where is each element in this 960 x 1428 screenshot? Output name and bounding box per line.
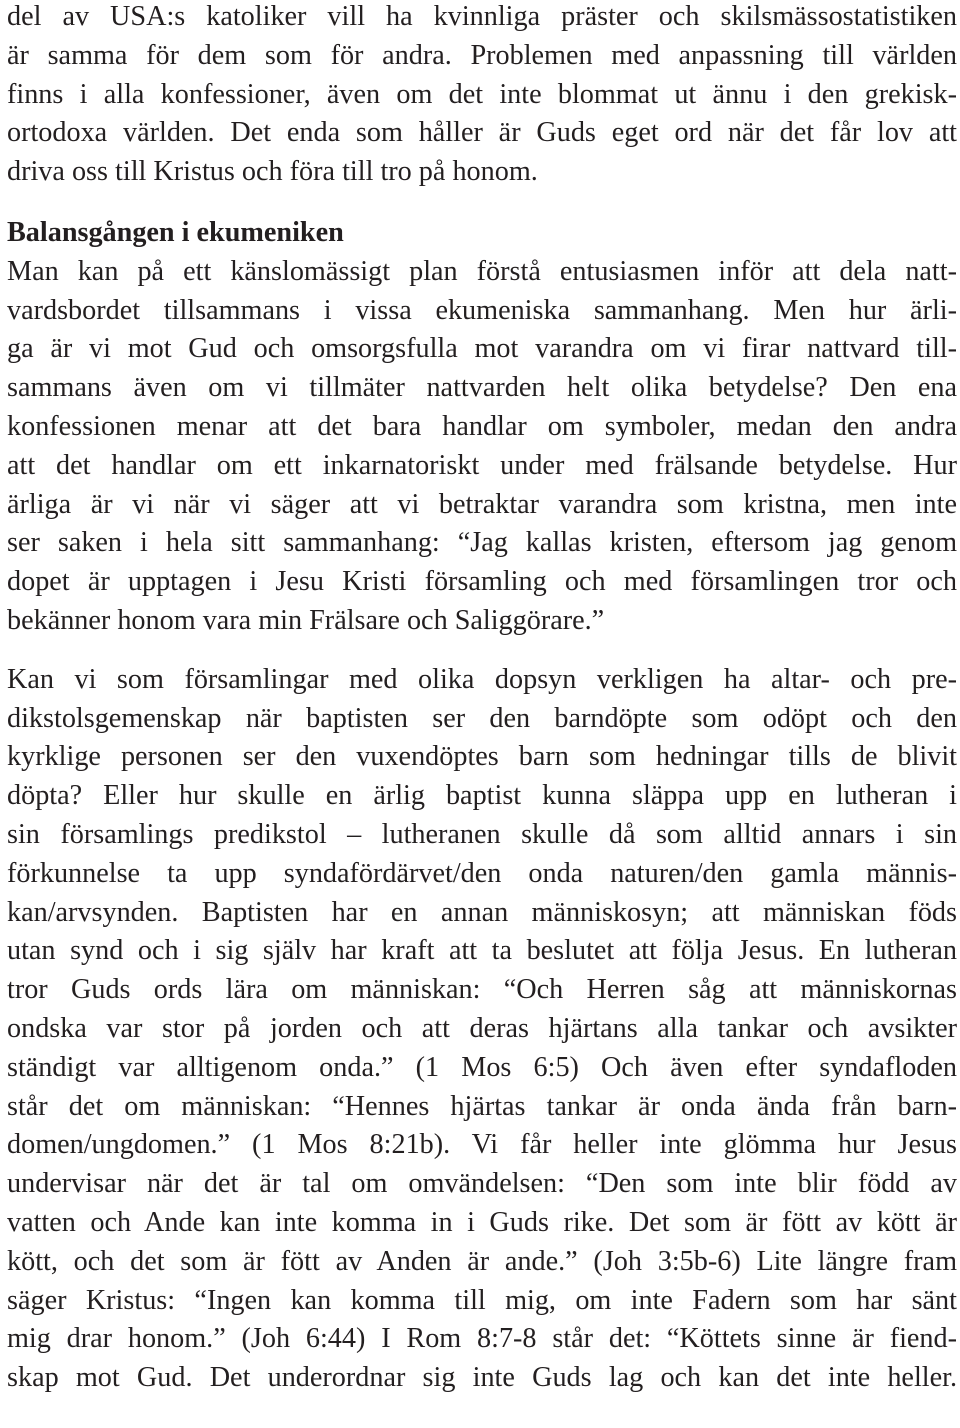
text-line: säger Kristus: “Ingen kan komma till mig, om inte Fadern som har sänt bbox=[7, 1284, 957, 1316]
paragraph-1 bbox=[7, 0, 957, 192]
text-line: är samma för dem som för andra. Problemen med anpassning till världen bbox=[7, 39, 957, 71]
text-line: kyrklige personen ser den vuxendöptes barn som hedningar tills de blivit bbox=[7, 741, 957, 773]
document-page bbox=[7, 0, 957, 1398]
text-line: att det handlar om ett inkarnatoriskt under med frälsande betydelse. Hur bbox=[7, 449, 957, 481]
text-line: vardsbordet tillsammans i vissa ekumeniska sammanhang. Men hur ärli- bbox=[7, 294, 957, 326]
text-line: ortodoxa världen. Det enda som håller är Guds eget ord när det får lov att bbox=[7, 117, 957, 149]
text-line: dopet är upptagen i Jesu Kristi församling och med församlingen tror och bbox=[7, 566, 957, 598]
text-line: del av USA:s katoliker vill ha kvinnliga präster och skilsmässostatistiken bbox=[7, 1, 957, 32]
text-line: mig drar honom.” (Joh 6:44) I Rom 8:7-8 står det: “Köttets sinne är fiend- bbox=[7, 1323, 957, 1355]
text-line: kan/arvsynden. Baptisten har en annan människosyn; att människan föds bbox=[7, 896, 957, 928]
section-heading: Balansgången i ekumeniken bbox=[7, 216, 344, 248]
text-line: ondska var stor på jorden och att deras hjärtans alla tankar och avsikter bbox=[7, 1012, 957, 1044]
text-line: driva oss till Kristus och föra till tro på honom. bbox=[7, 156, 538, 188]
text-line: kött, och det som är fött av Anden är ande.” (Joh 3:5b-6) Lite längre fram bbox=[7, 1245, 957, 1277]
text-line: står det om människan: “Hennes hjärtas tankar är onda ända från barn- bbox=[7, 1090, 957, 1122]
section-balansgangen bbox=[7, 214, 957, 641]
text-line: Man kan på ett känslomässigt plan förstå entusiasmen inför att dela natt- bbox=[7, 255, 957, 287]
text-line: förkunnelse ta upp syndafördärvet/den onda naturen/den gamla männis- bbox=[7, 857, 957, 889]
spacer bbox=[7, 192, 957, 214]
text-line: tror Guds ords lära om människan: “Och Herren såg att människornas bbox=[7, 974, 957, 1006]
text-line: skap mot Gud. Det underordnar sig inte Guds lag och kan det inte heller. bbox=[7, 1362, 957, 1394]
text-line: utan synd och i sig själv har kraft att ta beslutet att följa Jesus. En lutheran bbox=[7, 935, 957, 967]
text-line: konfessionen menar att det bara handlar om symboler, medan den andra bbox=[7, 410, 957, 442]
text-line: ärliga är vi när vi säger att vi betraktar varandra som kristna, men inte bbox=[7, 488, 957, 520]
text-line: sin församlings predikstol – lutheranen skulle då som alltid annars i sin bbox=[7, 818, 957, 850]
text-line: ga är vi mot Gud och omsorgsfulla mot varandra om vi firar nattvard till- bbox=[7, 333, 957, 365]
spacer bbox=[7, 641, 957, 661]
text-line: undervisar när det är tal om omvändelsen: “Den som inte blir född av bbox=[7, 1168, 957, 1200]
text-line: ser saken i hela sitt sammanhang: “Jag kallas kristen, eftersom jag genom bbox=[7, 527, 957, 559]
text-line: Kan vi som församlingar med olika dopsyn verkligen ha altar- och pre- bbox=[7, 663, 957, 695]
text-line: finns i alla konfessioner, även om det inte blommat ut ännu i den grekisk- bbox=[7, 78, 957, 110]
text-line: döpta? Eller hur skulle en ärlig baptist kunna släppa upp en lutheran i bbox=[7, 780, 957, 812]
text-line: bekänner honom vara min Frälsare och Saliggörare.” bbox=[7, 604, 605, 636]
text-line: ständigt var alltigenom onda.” (1 Mos 6:5) Och även efter syndafloden bbox=[7, 1051, 957, 1083]
text-line: vatten och Ande kan inte komma in i Guds rike. Det som är fött av kött är bbox=[7, 1206, 957, 1238]
text-line: domen/ungdomen.” (1 Mos 8:21b). Vi får heller inte glömma hur Jesus bbox=[7, 1129, 957, 1161]
text-line: dikstolsgemenskap när baptisten ser den barndöpte som odöpt och den bbox=[7, 702, 957, 734]
text-line: sammans även om vi tillmäter nattvarden helt olika betydelse? Den ena bbox=[7, 372, 957, 404]
paragraph-3 bbox=[7, 661, 957, 1398]
